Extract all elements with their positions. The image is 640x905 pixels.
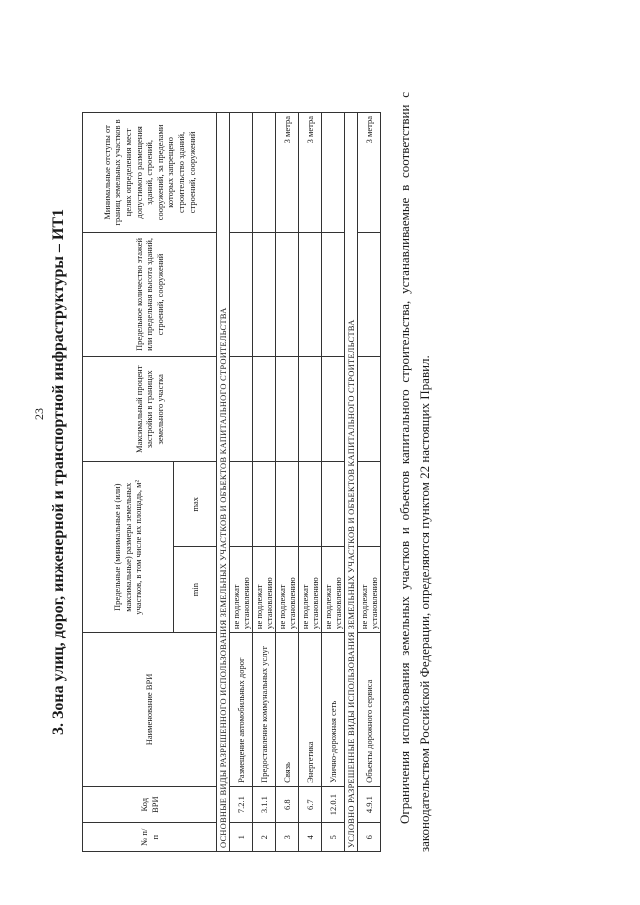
row-setback	[322, 113, 345, 233]
row-code: 12.0.1	[322, 786, 345, 823]
table-row	[358, 113, 381, 852]
table-row	[230, 113, 253, 852]
header-setback: Минимальные отступы от границ земельных участков в целях определения мест допустимого размещения зданий, строений, сооружений, за пределами которых запрещено строительство зданий, строений, сооружений	[83, 113, 217, 233]
row-max	[253, 462, 276, 547]
row-code: 6.8	[276, 786, 299, 823]
table-body	[217, 113, 381, 852]
row-percent	[230, 357, 253, 462]
row-setback: 3 метра	[276, 113, 299, 233]
legal-note-text: Ограничения использования земельных участков и объектов капитального строительства, устанавливаемые в соответствии с законодательством Российской Федерации, определяются пунктом 22 настоящих Правил.	[397, 92, 433, 852]
row-name: Размещение автомобильных дорог	[230, 633, 253, 787]
row-num: 3	[276, 823, 299, 852]
row-percent	[299, 357, 322, 462]
row-max	[299, 462, 322, 547]
row-percent	[253, 357, 276, 462]
legal-note	[395, 92, 435, 852]
table-row	[299, 113, 322, 852]
header-sizes: Предельные (минимальные и (или) максимальные) размеры земельных участков, в том числе их площадь, м²	[83, 462, 174, 633]
page-number: 23	[32, 408, 46, 420]
row-code: 3.1.1	[253, 786, 276, 823]
row-floors	[230, 232, 253, 356]
row-setback: 3 метра	[358, 113, 381, 233]
row-code: 6.7	[299, 786, 322, 823]
header-percent: Максимальный процент застройки в границах земельного участка	[83, 357, 217, 462]
section-main-title: ОСНОВНЫЕ ВИДЫ РАЗРЕШЕННОГО ИСПОЛЬЗОВАНИЯ ЗЕМЕЛЬНЫХ УЧАСТКОВ И ОБЪЕКТОВ КАПИТАЛЬНОГО СТРОИТЕЛЬСТВА	[217, 113, 230, 852]
row-setback: 3 метра	[299, 113, 322, 233]
regulations-table	[82, 112, 381, 852]
header-max: max	[174, 462, 217, 547]
row-setback	[230, 113, 253, 233]
row-name: Связь	[276, 633, 299, 787]
row-min: не подлежат установлению	[322, 547, 345, 633]
row-floors	[358, 232, 381, 356]
header-min: min	[174, 547, 217, 633]
row-name: Улично-дорожная сеть	[322, 633, 345, 787]
row-floors	[276, 232, 299, 356]
row-name: Предоставление коммунальных услуг	[253, 633, 276, 787]
row-num: 5	[322, 823, 345, 852]
row-max	[276, 462, 299, 547]
table-row	[276, 113, 299, 852]
row-floors	[253, 232, 276, 356]
row-max	[358, 462, 381, 547]
row-setback	[253, 113, 276, 233]
row-min: не подлежат установлению	[276, 547, 299, 633]
row-name: Объекты дорожного сервиса	[358, 633, 381, 787]
row-num: 6	[358, 823, 381, 852]
landscape-content	[50, 82, 450, 862]
row-name: Энергетика	[299, 633, 322, 787]
row-code: 4.9.1	[358, 786, 381, 823]
table-row	[322, 113, 345, 852]
section-conditional-title: УСЛОВНО РАЗРЕШЕННЫЕ ВИДЫ ИСПОЛЬЗОВАНИЯ ЗЕМЕЛЬНЫХ УЧАСТКОВ И ОБЪЕКТОВ КАПИТАЛЬНОГО СТРОИТЕЛЬСТВА	[345, 113, 358, 852]
row-percent	[276, 357, 299, 462]
row-min: не подлежат установлению	[299, 547, 322, 633]
row-percent	[322, 357, 345, 462]
row-percent	[358, 357, 381, 462]
row-min: не подлежат установлению	[230, 547, 253, 633]
row-min: не подлежат установлению	[358, 547, 381, 633]
header-code: Код ВРИ	[83, 786, 217, 823]
row-code: 7.2.1	[230, 786, 253, 823]
header-floors: Предельное количество этажей или предельная высота зданий, строений, сооружений	[83, 232, 217, 356]
row-num: 4	[299, 823, 322, 852]
row-max	[322, 462, 345, 547]
row-num: 2	[253, 823, 276, 852]
header-num: № п/п	[83, 823, 217, 852]
row-num: 1	[230, 823, 253, 852]
row-max	[230, 462, 253, 547]
row-floors	[299, 232, 322, 356]
zone-title: 3. Зона улиц, дорог, инженерной и транспортной инфраструктуры – ИТ1	[50, 208, 67, 736]
table-row	[253, 113, 276, 852]
row-min: не подлежат установлению	[253, 547, 276, 633]
header-name: Наименование ВРИ	[83, 633, 217, 787]
row-floors	[322, 232, 345, 356]
